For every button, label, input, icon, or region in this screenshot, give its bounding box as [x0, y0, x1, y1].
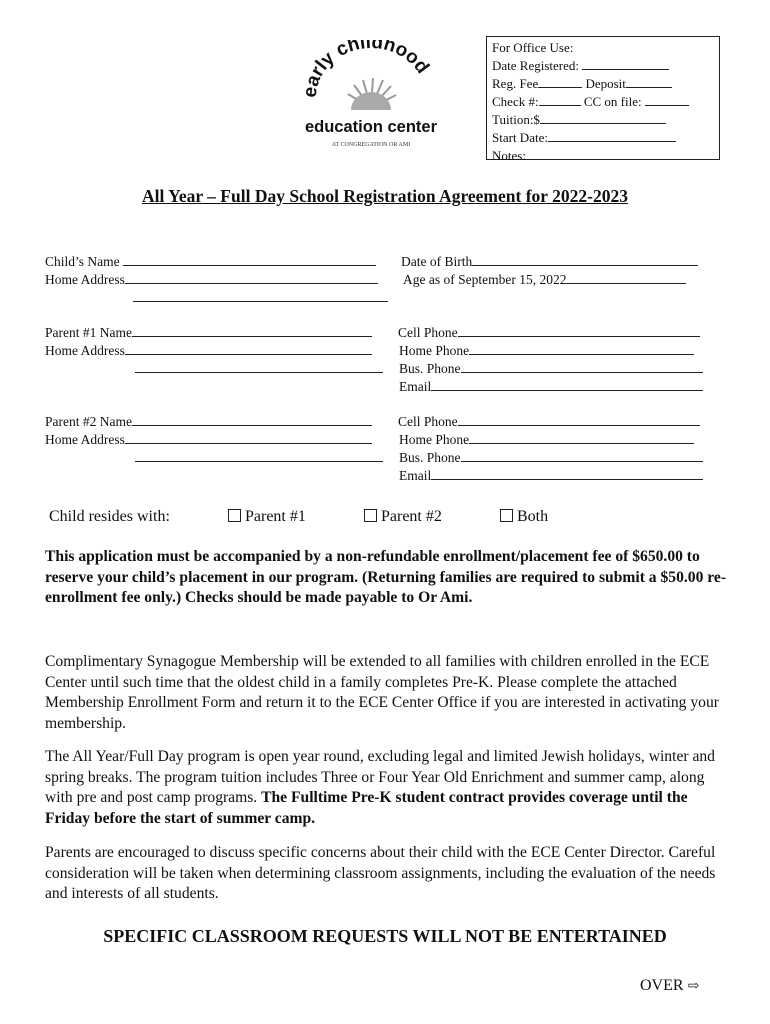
child-age-field[interactable]: Age as of September 15, 2022 [403, 270, 686, 288]
program-paragraph: The All Year/Full Day program is open year round, excluding legal and limited Jewish holidays, winter and spring breaks. The program tuition includes Three or Four Year Old Enrichment and summer camp, along with pre and post camp programs. The Fulltime Pre-K student contract provides coverage until the Friday before the start of summer camp. [45, 748, 715, 827]
child-address-line2[interactable] [133, 288, 388, 306]
logo-sub-text: AT CONGREGATION OR AMI [331, 142, 411, 148]
fee-paragraph: This application must be accompanied by a non-refundable enrollment/placement fee of $650.00 to reserve your child’s placement in our program. (Returning families are required to submit a $50.00 re-enrollment fee only.) Checks should be made payable to Or Ami. [45, 548, 727, 606]
logo-main-text: education center [304, 118, 438, 136]
logo-arc-text: early childhood [299, 40, 433, 99]
parent1-bus-phone-field[interactable]: Bus. Phone [399, 359, 703, 377]
parent2-cell-field[interactable]: Cell Phone [398, 412, 700, 430]
school-logo [296, 40, 446, 152]
office-notes: Notes: [492, 146, 719, 164]
membership-paragraph: Complimentary Synagogue Membership will be extended to all families with children enrolled in the ECE Center until such time that the oldest child in a family completes Pre-K. Please complete the attached Membership Enrollment Form and return it to the ECE Center Office if you are interested in activating your membership. [45, 653, 719, 732]
resides-option-parent1[interactable]: Parent #1 [228, 508, 306, 526]
parent2-bus-phone-field[interactable]: Bus. Phone [399, 448, 703, 466]
classroom-requests-notice: SPECIFIC CLASSROOM REQUESTS WILL NOT BE ENTERTAINED [103, 926, 667, 946]
child-name-field[interactable]: Child’s Name [45, 252, 376, 270]
parent2-home-phone-field[interactable]: Home Phone [399, 430, 694, 448]
parent2-address-line2[interactable] [135, 448, 383, 466]
over-indicator: OVER ⇨ [640, 977, 700, 994]
concerns-paragraph: Parents are encouraged to discuss specific concerns about their child with the ECE Center Director. Careful consideration will be taken when determining classroom assignments, including the evaluation of the needs and interests of all students. [45, 844, 716, 902]
checkbox-both[interactable] [500, 509, 513, 522]
office-start-date: Start Date: [492, 128, 719, 146]
parent2-address-field[interactable]: Home Address [45, 430, 372, 448]
parent1-home-phone-field[interactable]: Home Phone [399, 341, 694, 359]
child-address-field[interactable]: Home Address [45, 270, 378, 288]
office-fee-deposit: Reg. Fee Deposit [492, 74, 719, 92]
resides-option-both[interactable]: Both [500, 508, 548, 526]
office-heading: For Office Use: [492, 40, 574, 55]
office-check-cc: Check #: CC on file: [492, 92, 719, 110]
office-date-registered: Date Registered: [492, 56, 719, 74]
parent1-address-line2[interactable] [135, 359, 383, 377]
checkbox-parent2[interactable] [364, 509, 377, 522]
resides-label: Child resides with: [49, 508, 170, 525]
parent1-address-field[interactable]: Home Address [45, 341, 372, 359]
parent1-email-field[interactable]: Email [399, 377, 703, 395]
child-dob-field[interactable]: Date of Birth [401, 252, 698, 270]
parent1-cell-field[interactable]: Cell Phone [398, 323, 700, 341]
parent2-email-field[interactable]: Email [399, 466, 703, 484]
office-tuition: Tuition:$ [492, 110, 719, 128]
parent1-name-field[interactable]: Parent #1 Name [45, 323, 372, 341]
resides-option-parent2[interactable]: Parent #2 [364, 508, 442, 526]
checkbox-parent1[interactable] [228, 509, 241, 522]
office-use-box [486, 36, 720, 163]
arrow-right-icon: ⇨ [687, 979, 700, 994]
page-title: All Year – Full Day School Registration Agreement for 2022-2023 [142, 186, 628, 206]
parent2-name-field[interactable]: Parent #2 Name [45, 412, 372, 430]
